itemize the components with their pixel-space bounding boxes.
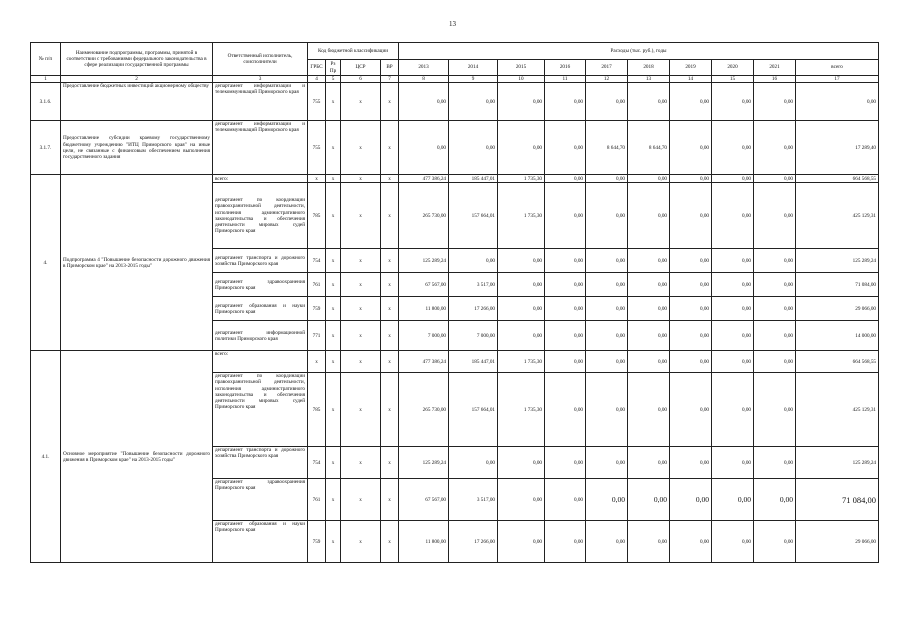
row-name: Основное мероприятие "Повышение безопасности дорожного движения в Приморском крае" на 2013-2015 годы": [61, 351, 213, 563]
cell-vr: х: [381, 121, 399, 175]
cell-value: 0,00: [712, 479, 754, 521]
cell-total: 29 066,00: [796, 297, 879, 321]
header-year: 2015: [498, 60, 545, 76]
cell-grbs: 755: [308, 121, 326, 175]
col-index: 6: [341, 76, 381, 83]
row-num: 4.: [31, 175, 61, 351]
row-executor: департамент по координации правоохранительной деятельности, исполнения административного законодательства и обеспечения деятельности мировых судей Приморского края: [213, 373, 308, 447]
cell-grbs: 759: [308, 521, 326, 563]
cell-csr: х: [341, 351, 381, 373]
cell-value: 0,00: [628, 521, 670, 563]
cell-value: 0,00: [628, 479, 670, 521]
cell-value: 0,00: [754, 479, 796, 521]
cell-value: 0,00: [498, 447, 545, 479]
cell-value: 0,00: [712, 183, 754, 249]
cell-csr: х: [341, 273, 381, 297]
cell-value: 0,00: [670, 297, 712, 321]
cell-total: 664 568,55: [796, 351, 879, 373]
cell-value: 0,00: [754, 249, 796, 273]
cell-vr: х: [381, 521, 399, 563]
header-year: 2021: [754, 60, 796, 76]
cell-value: 0,00: [754, 321, 796, 351]
header-rzpr: Рз Пр: [326, 60, 341, 76]
cell-value: 0,00: [545, 83, 586, 121]
cell-csr: х: [341, 249, 381, 273]
cell-value: 0,00: [586, 479, 628, 521]
cell-rzpr: х: [326, 249, 341, 273]
header-name: Наименование подпрограммы, программы, принятой в соответствии с требованиями федерального законодательства в сфере реализации государственной программы: [61, 43, 213, 76]
cell-csr: х: [341, 175, 381, 183]
cell-total: 125 289,24: [796, 249, 879, 273]
header-year: 2017: [586, 60, 628, 76]
cell-value: 0,00: [545, 351, 586, 373]
col-index: 8: [399, 76, 449, 83]
cell-vr: х: [381, 249, 399, 273]
cell-value: 0,00: [586, 175, 628, 183]
cell-value: 0,00: [545, 373, 586, 447]
cell-vr: х: [381, 297, 399, 321]
cell-value: 0,00: [498, 121, 545, 175]
cell-vr: х: [381, 479, 399, 521]
col-index: 2: [61, 76, 213, 83]
cell-value: 0,00: [628, 447, 670, 479]
cell-value: 67 567,00: [399, 479, 449, 521]
row-executor: департамент информатизации и телекоммуникаций Приморского края: [213, 121, 308, 175]
cell-value: 0,00: [754, 297, 796, 321]
cell-value: 11 800,00: [399, 297, 449, 321]
cell-value: 0,00: [586, 321, 628, 351]
cell-value: 1 735,30: [498, 175, 545, 183]
table-row: [31, 83, 879, 121]
cell-vr: х: [381, 273, 399, 297]
cell-value: 0,00: [670, 321, 712, 351]
cell-value: 0,00: [754, 121, 796, 175]
cell-rzpr: х: [326, 121, 341, 175]
cell-value: 0,00: [498, 83, 545, 121]
cell-rzpr: х: [326, 351, 341, 373]
col-index: 12: [586, 76, 628, 83]
row-executor: департамент информатизации и телекоммуникаций Приморского края: [213, 83, 308, 121]
cell-value: 7 000,00: [399, 321, 449, 351]
cell-grbs: 755: [308, 83, 326, 121]
cell-grbs: 754: [308, 447, 326, 479]
table-row: [31, 121, 879, 175]
header-total: всего: [796, 60, 879, 76]
cell-vr: х: [381, 175, 399, 183]
cell-grbs: 761: [308, 273, 326, 297]
cell-total: 17 289,40: [796, 121, 879, 175]
cell-value: 0,00: [498, 297, 545, 321]
cell-value: 477 386,24: [399, 351, 449, 373]
col-index: 5: [326, 76, 341, 83]
col-index: 14: [670, 76, 712, 83]
col-index: 1: [31, 76, 61, 83]
cell-rzpr: х: [326, 297, 341, 321]
cell-value: 0,00: [712, 297, 754, 321]
header-year: 2020: [712, 60, 754, 76]
cell-value: 0,00: [628, 175, 670, 183]
cell-value: 0,00: [449, 249, 498, 273]
cell-value: 0,00: [628, 249, 670, 273]
cell-value: 8 644,70: [628, 121, 670, 175]
cell-value: 1 735,30: [498, 183, 545, 249]
cell-value: 1 735,30: [498, 373, 545, 447]
header-year: 2016: [545, 60, 586, 76]
row-name: Предоставление бюджетных инвестиций акционерному обществу: [61, 83, 213, 121]
cell-rzpr: х: [326, 273, 341, 297]
cell-grbs: 785: [308, 373, 326, 447]
table-header: [31, 43, 879, 83]
col-index: 15: [712, 76, 754, 83]
cell-value: 0,00: [628, 297, 670, 321]
cell-value: 0,00: [449, 447, 498, 479]
row-name: Подпрограмма 4 "Повышение безопасности дорожного движения в Приморском крае" на 2013-2015 годы": [61, 175, 213, 351]
header-grbs: ГРБС: [308, 60, 326, 76]
cell-total: 425 129,31: [796, 373, 879, 447]
row-executor: департамент транспорта и дорожного хозяйства Приморского края: [213, 447, 308, 479]
cell-vr: х: [381, 351, 399, 373]
cell-value: 0,00: [449, 121, 498, 175]
cell-value: 0,00: [545, 479, 586, 521]
row-name: Предоставление субсидии краевому государственному бюджетному учреждению "ИТЦ Приморского края" на иные цели, не связанные с финансовым обеспечением выполнения государственного задания: [61, 121, 213, 175]
cell-value: 0,00: [586, 249, 628, 273]
col-index: 16: [754, 76, 796, 83]
header-vr: ВР: [381, 60, 399, 76]
cell-value: 0,00: [545, 521, 586, 563]
cell-value: 67 567,00: [399, 273, 449, 297]
header-year: 2014: [449, 60, 498, 76]
cell-value: 0,00: [670, 351, 712, 373]
cell-value: 0,00: [586, 183, 628, 249]
cell-value: 0,00: [754, 373, 796, 447]
cell-value: 157 664,01: [449, 373, 498, 447]
page-number: 13: [449, 20, 456, 28]
cell-value: 0,00: [545, 249, 586, 273]
cell-vr: х: [381, 373, 399, 447]
row-executor: департамент образования и науки Приморского края: [213, 297, 308, 321]
cell-csr: х: [341, 121, 381, 175]
cell-value: 0,00: [712, 273, 754, 297]
cell-value: 0,00: [670, 249, 712, 273]
cell-value: 0,00: [545, 447, 586, 479]
row-executor: всего:: [213, 175, 308, 183]
cell-value: 1 735,30: [498, 351, 545, 373]
cell-value: 0,00: [754, 351, 796, 373]
cell-csr: х: [341, 521, 381, 563]
cell-value: 0,00: [754, 83, 796, 121]
cell-value: 0,00: [628, 273, 670, 297]
cell-value: 0,00: [498, 321, 545, 351]
row-executor: департамент здравоохранения Приморского края: [213, 479, 308, 521]
cell-value: 477 386,24: [399, 175, 449, 183]
header-executor: Ответственный исполнитель, соисполнители: [213, 43, 308, 76]
col-index: 3: [213, 76, 308, 83]
cell-value: 8 644,70: [586, 121, 628, 175]
cell-value: 0,00: [498, 273, 545, 297]
cell-total: 71 084,00: [796, 273, 879, 297]
budget-table: [30, 42, 879, 563]
cell-grbs: х: [308, 175, 326, 183]
cell-rzpr: х: [326, 321, 341, 351]
cell-value: 0,00: [754, 521, 796, 563]
header-csr: ЦСР: [341, 60, 381, 76]
cell-value: 265 730,00: [399, 373, 449, 447]
table-row: [31, 351, 879, 373]
cell-total: 425 129,31: [796, 183, 879, 249]
cell-grbs: 759: [308, 297, 326, 321]
row-executor: департамент по координации правоохранительной деятельности, исполнения административного законодательства и обеспечения деятельности мировых судей Приморского края: [213, 183, 308, 249]
cell-value: 0,00: [670, 183, 712, 249]
cell-csr: х: [341, 373, 381, 447]
col-index: 4: [308, 76, 326, 83]
cell-vr: х: [381, 447, 399, 479]
cell-value: 0,00: [712, 321, 754, 351]
column-index-row: [31, 76, 879, 83]
cell-value: 11 800,00: [399, 521, 449, 563]
cell-value: 0,00: [670, 521, 712, 563]
cell-value: 0,00: [670, 175, 712, 183]
cell-value: 0,00: [670, 121, 712, 175]
row-executor: департамент транспорта и дорожного хозяйства Приморского края: [213, 249, 308, 273]
cell-csr: х: [341, 447, 381, 479]
col-index: 9: [449, 76, 498, 83]
cell-value: 0,00: [449, 83, 498, 121]
cell-total: 71 084,00: [796, 479, 879, 521]
cell-value: 0,00: [586, 373, 628, 447]
cell-value: 0,00: [628, 321, 670, 351]
cell-value: 0,00: [712, 175, 754, 183]
cell-total: 14 000,00: [796, 321, 879, 351]
cell-value: 3 517,00: [449, 479, 498, 521]
cell-total: 664 568,55: [796, 175, 879, 183]
cell-value: 17 266,00: [449, 297, 498, 321]
row-executor: департамент образования и науки Приморского края: [213, 521, 308, 563]
cell-grbs: 771: [308, 321, 326, 351]
cell-value: 0,00: [712, 121, 754, 175]
cell-csr: х: [341, 183, 381, 249]
cell-value: 0,00: [712, 83, 754, 121]
cell-value: 0,00: [628, 373, 670, 447]
row-executor: всего:: [213, 351, 308, 373]
cell-csr: х: [341, 297, 381, 321]
cell-rzpr: х: [326, 479, 341, 521]
cell-value: 0,00: [545, 175, 586, 183]
row-num: 3.1.7.: [31, 121, 61, 175]
cell-grbs: 761: [308, 479, 326, 521]
table-row: [31, 175, 879, 183]
header-expenses: Расходы (тыс. руб.), годы: [399, 43, 879, 60]
cell-total: 29 066,00: [796, 521, 879, 563]
col-index: 17: [796, 76, 879, 83]
cell-total: 125 289,24: [796, 447, 879, 479]
cell-rzpr: х: [326, 373, 341, 447]
cell-value: 0,00: [545, 273, 586, 297]
cell-value: 0,00: [670, 447, 712, 479]
cell-grbs: 754: [308, 249, 326, 273]
cell-total: 0,00: [796, 83, 879, 121]
cell-value: 0,00: [670, 273, 712, 297]
cell-value: 125 289,24: [399, 249, 449, 273]
cell-value: 0,00: [498, 479, 545, 521]
cell-value: 0,00: [498, 249, 545, 273]
cell-value: 0,00: [586, 447, 628, 479]
row-executor: департамент здравоохранения Приморского края: [213, 273, 308, 297]
col-index: 7: [381, 76, 399, 83]
cell-value: 17 266,00: [449, 521, 498, 563]
cell-value: 185 447,01: [449, 175, 498, 183]
header-kbk: Код бюджетной классификации: [308, 43, 399, 60]
cell-csr: х: [341, 83, 381, 121]
cell-csr: х: [341, 321, 381, 351]
header-year: 2019: [670, 60, 712, 76]
row-num: 3.1.6.: [31, 83, 61, 121]
cell-value: 0,00: [670, 373, 712, 447]
cell-value: 0,00: [586, 521, 628, 563]
cell-value: 0,00: [545, 183, 586, 249]
cell-rzpr: х: [326, 175, 341, 183]
cell-value: 0,00: [498, 521, 545, 563]
header-year: 2013: [399, 60, 449, 76]
cell-vr: х: [381, 321, 399, 351]
cell-value: 0,00: [712, 351, 754, 373]
cell-value: 0,00: [399, 121, 449, 175]
col-index: 10: [498, 76, 545, 83]
cell-value: 157 664,01: [449, 183, 498, 249]
cell-vr: х: [381, 83, 399, 121]
cell-value: 7 000,00: [449, 321, 498, 351]
cell-value: 0,00: [628, 83, 670, 121]
header-year: 2018: [628, 60, 670, 76]
cell-value: 0,00: [712, 447, 754, 479]
col-index: 13: [628, 76, 670, 83]
cell-rzpr: х: [326, 447, 341, 479]
cell-grbs: х: [308, 351, 326, 373]
row-num: 4.1.: [31, 351, 61, 563]
cell-rzpr: х: [326, 521, 341, 563]
cell-value: 0,00: [712, 521, 754, 563]
cell-value: 265 730,00: [399, 183, 449, 249]
cell-value: 0,00: [754, 183, 796, 249]
cell-value: 0,00: [712, 249, 754, 273]
cell-value: 0,00: [712, 373, 754, 447]
cell-value: 0,00: [754, 175, 796, 183]
cell-value: 0,00: [670, 479, 712, 521]
cell-grbs: 785: [308, 183, 326, 249]
cell-value: 0,00: [545, 121, 586, 175]
cell-value: 0,00: [586, 273, 628, 297]
cell-value: 0,00: [399, 83, 449, 121]
cell-value: 0,00: [754, 447, 796, 479]
header-num: № п/п: [31, 43, 61, 76]
cell-value: 0,00: [628, 351, 670, 373]
col-index: 11: [545, 76, 586, 83]
cell-value: 3 517,00: [449, 273, 498, 297]
cell-value: 0,00: [586, 297, 628, 321]
cell-rzpr: х: [326, 83, 341, 121]
cell-value: 0,00: [545, 321, 586, 351]
cell-value: 0,00: [670, 83, 712, 121]
cell-csr: х: [341, 479, 381, 521]
cell-value: 125 289,24: [399, 447, 449, 479]
cell-value: 0,00: [628, 183, 670, 249]
cell-value: 0,00: [586, 351, 628, 373]
cell-value: 0,00: [545, 297, 586, 321]
cell-rzpr: х: [326, 183, 341, 249]
cell-value: 185 447,01: [449, 351, 498, 373]
row-executor: департамент информационной политики Приморского края: [213, 321, 308, 351]
cell-vr: х: [381, 183, 399, 249]
cell-value: 0,00: [586, 83, 628, 121]
cell-value: 0,00: [754, 273, 796, 297]
